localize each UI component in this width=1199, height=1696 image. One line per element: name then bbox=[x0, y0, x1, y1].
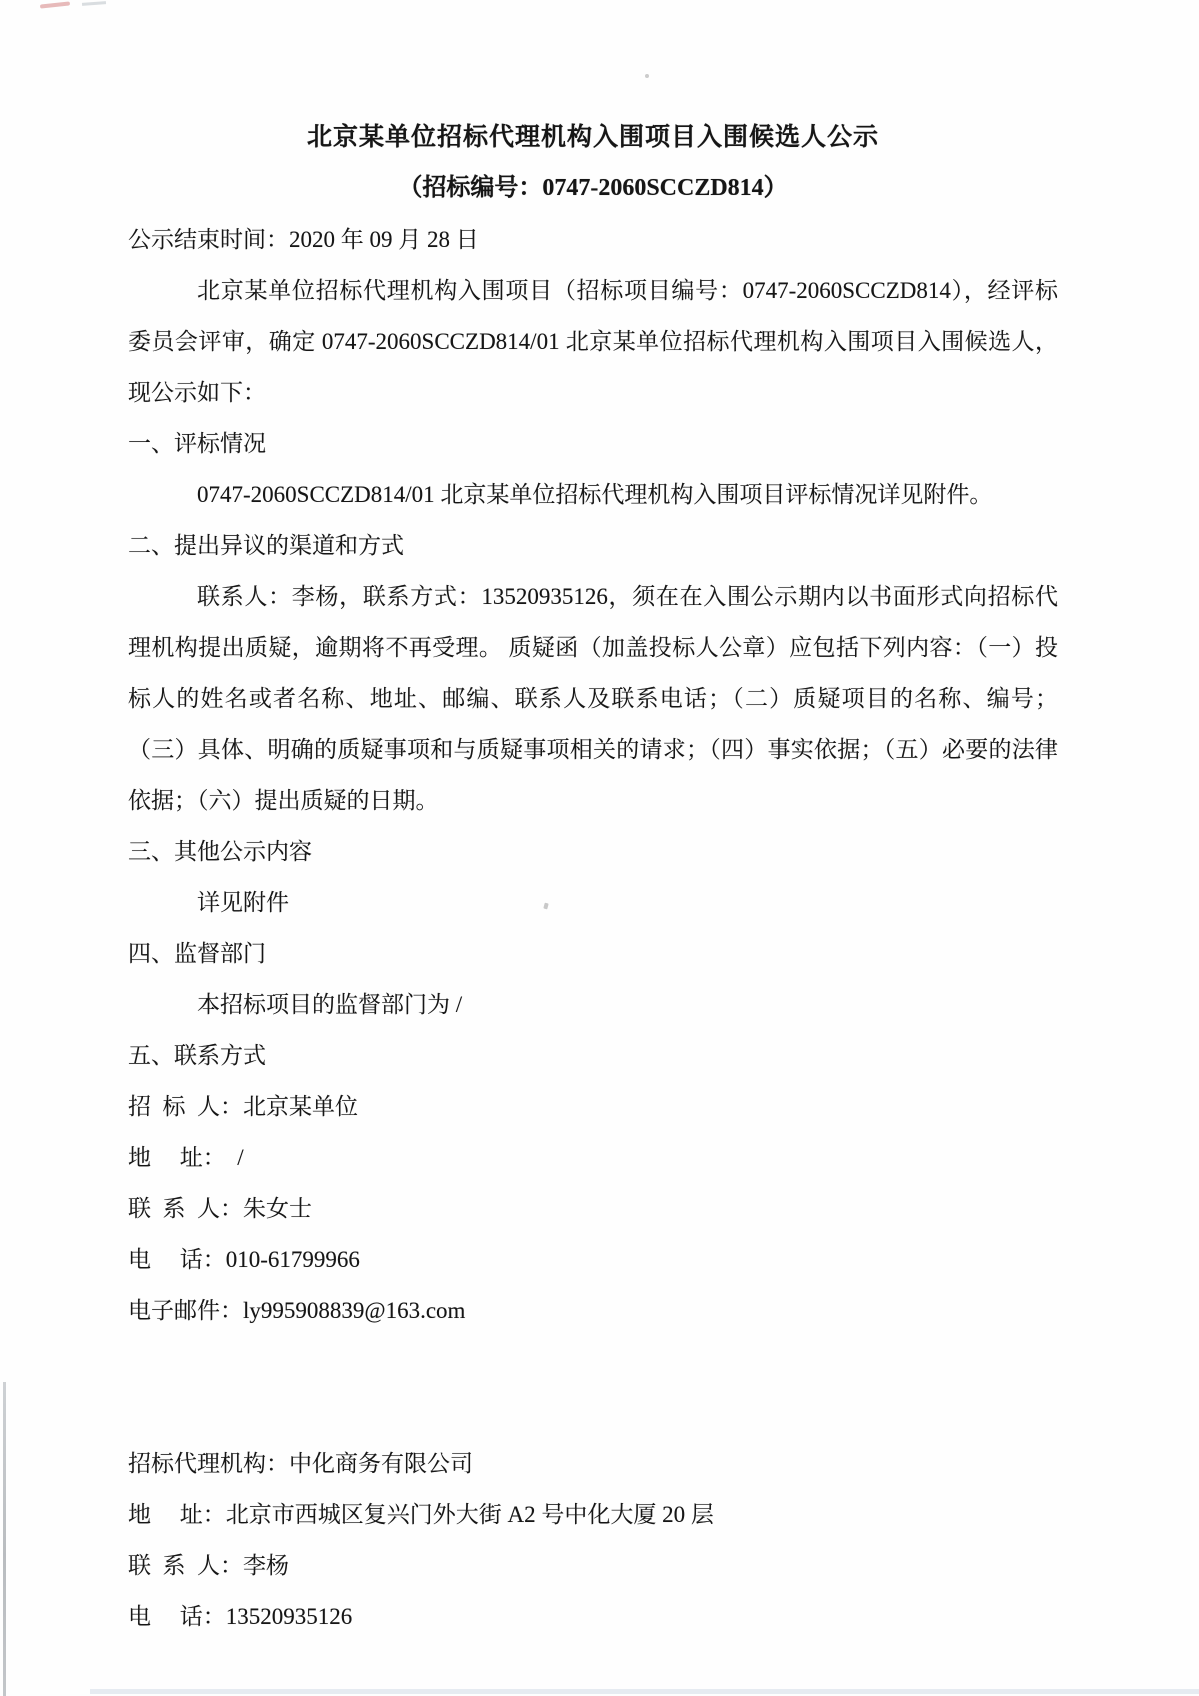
section-4-heading: 四、监督部门 bbox=[128, 941, 266, 966]
section-4-body: 本招标项目的监督部门为 / bbox=[197, 992, 463, 1017]
scan-artifact-gray-mark bbox=[82, 1, 106, 6]
agency-address-value: 北京市西城区复兴门外大街 A2 号中化大厦 20 层 bbox=[225, 1502, 714, 1527]
intro-paragraph: 北京某单位招标代理机构入围项目（招标项目编号：0747-2060SCCZD814），经评标委员会评审，确定 0747-2060SCCZD814/01 北京某单位招标代理机构入围项目入围候选人，现公示如下： bbox=[128, 278, 1058, 405]
agency-phone-value: 13520935126 bbox=[225, 1604, 353, 1629]
agency-phone-line bbox=[128, 1591, 1058, 1642]
agency-name-label: 招标代理机构： bbox=[128, 1451, 289, 1476]
tenderer-name-line bbox=[128, 1081, 1058, 1132]
tenderer-contact-value: 朱女士 bbox=[243, 1196, 312, 1221]
scan-artifact-left-edge-line bbox=[3, 1382, 6, 1696]
scan-speck bbox=[645, 74, 649, 78]
page-title: 北京某单位招标代理机构入围项目入围候选人公示 bbox=[306, 124, 879, 151]
agency-address-line bbox=[128, 1489, 1058, 1540]
section-2-heading: 二、提出异议的渠道和方式 bbox=[128, 533, 404, 558]
agency-name-value: 中化商务有限公司 bbox=[289, 1451, 473, 1476]
section-3-heading: 三、其他公示内容 bbox=[128, 839, 312, 864]
tenderer-address-value: / bbox=[225, 1145, 244, 1170]
agency-contact-line bbox=[128, 1540, 1058, 1591]
agency-name-line bbox=[128, 1438, 1058, 1489]
section-1-body: 0747-2060SCCZD814/01 北京某单位招标代理机构入围项目评标情况详见附件。 bbox=[197, 482, 993, 507]
tenderer-email-value: ly995908839@163.com bbox=[243, 1298, 466, 1323]
agency-address-label: 地 址： bbox=[128, 1502, 226, 1527]
tenderer-address-line bbox=[128, 1132, 1058, 1183]
section-1-heading: 一、评标情况 bbox=[128, 431, 266, 456]
agency-contact-value: 李杨 bbox=[243, 1553, 289, 1578]
tenderer-contact-label: 联 系 人： bbox=[128, 1196, 243, 1221]
block-gap bbox=[128, 1336, 1058, 1438]
tender-number-line: （招标编号：0747-2060SCCZD814） bbox=[398, 175, 788, 201]
tenderer-phone-label: 电 话： bbox=[128, 1247, 226, 1272]
tenderer-email-label: 电子邮件： bbox=[128, 1298, 243, 1323]
agency-phone-label: 电 话： bbox=[128, 1604, 226, 1629]
agency-contact-label: 联 系 人： bbox=[128, 1553, 243, 1578]
tenderer-name-label: 招 标 人： bbox=[128, 1094, 243, 1119]
tenderer-phone-value: 010-61799966 bbox=[225, 1247, 360, 1272]
document-body bbox=[128, 112, 1058, 1642]
tenderer-phone-line bbox=[128, 1234, 1058, 1285]
tenderer-name-value: 北京某单位 bbox=[243, 1094, 358, 1119]
section-3-body: 详见附件 bbox=[197, 890, 289, 915]
section-2-body: 联系人：李杨，联系方式：13520935126，须在在入围公示期内以书面形式向招标代理机构提出质疑，逾期将不再受理。 质疑函（加盖投标人公章）应包括下列内容：（一）投标人的姓名或者名称、地址、邮编、联系人及联系电话；（二）质疑项目的名称、编号；（三）具体、明确的质疑事项和与质疑事项相关的请求；（四）事实依据；（五）必要的法律依据；（六）提出质疑的日期。 bbox=[128, 584, 1058, 813]
tenderer-address-label: 地 址： bbox=[128, 1145, 226, 1170]
section-5-heading: 五、联系方式 bbox=[128, 1043, 266, 1068]
tenderer-email-line bbox=[128, 1285, 1058, 1336]
scan-artifact-red-mark bbox=[40, 1, 70, 8]
scan-artifact-bottom-edge bbox=[90, 1689, 1199, 1694]
deadline-line: 公示结束时间：2020 年 09 月 28 日 bbox=[128, 227, 479, 252]
tenderer-contact-line bbox=[128, 1183, 1058, 1234]
